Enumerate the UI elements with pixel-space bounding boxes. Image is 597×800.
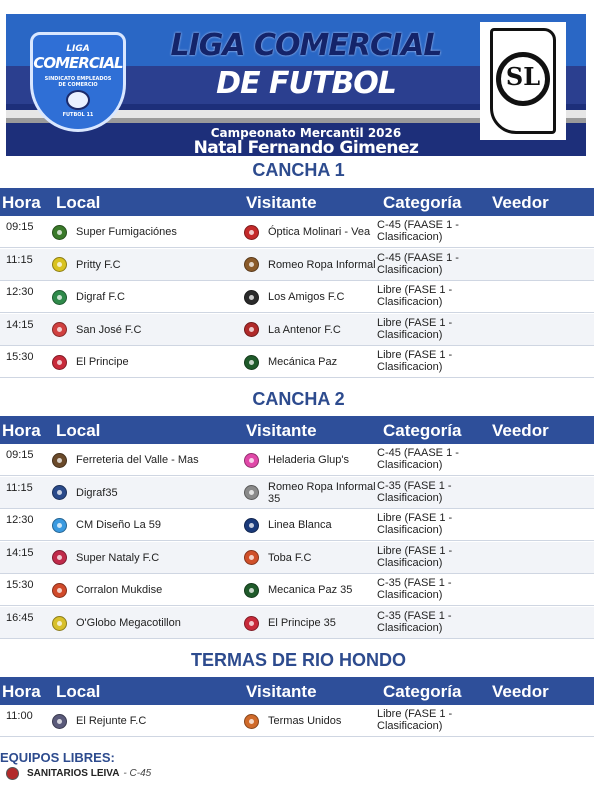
away-team-name: Linea Blanca [268,519,332,532]
table-header [0,677,594,705]
match-category: Libre (FASE 1 - Clasificacion) [377,349,453,374]
home-team-name: El Rejunte F.C [76,715,147,727]
home-team [52,477,238,509]
match-time: 11:15 [6,253,33,266]
match-time: 09:15 [6,221,34,233]
league-logo-word1: LIGA [66,44,90,54]
free-teams-title: EQUIPOS LIBRES: [0,750,115,765]
match-time: 15:30 [6,351,34,364]
team-logo-icon [52,225,67,240]
team-logo-icon [52,322,67,337]
team-logo-icon [244,322,259,337]
team-logo-icon [244,257,259,272]
column-header-away: Visitante [246,193,317,212]
match-row [0,281,594,313]
home-team-name: Digraf35 [76,486,118,499]
away-team [244,542,376,574]
home-team [52,281,238,313]
column-header-home: Local [56,421,101,440]
away-team-name: Los Amigos F.C [268,291,345,304]
match-row [0,542,594,574]
home-team [52,314,238,346]
away-team [244,314,376,346]
column-header-category: Categoría [383,682,462,701]
tournament-dedication: Natal Fernando Gimenez [193,138,419,156]
column-header-referee: Veedor [492,682,549,701]
team-logo-icon [52,257,67,272]
match-row [0,574,594,606]
banner-title-line1: LIGA COMERCIAL [170,28,442,63]
column-header-time: Hora [2,193,41,212]
team-logo-icon [52,355,67,370]
match-time: 14:15 [6,318,34,331]
team-logo-icon [6,767,19,780]
team-logo-icon [52,485,67,500]
home-team-name: El Principe [76,356,129,369]
match-row [0,705,594,737]
home-team-name: San José F.C [76,323,142,336]
section-title: CANCHA 2 [252,389,345,409]
away-team-name: El Principe 35 [268,617,336,629]
match-time: 16:45 [6,612,34,624]
match-time: 12:30 [6,514,34,527]
column-header-time: Hora [2,421,41,440]
column-header-home: Local [56,682,101,701]
home-team [52,607,238,639]
team-logo-icon [244,453,259,468]
away-team-name: La Antenor F.C [268,323,341,336]
soccer-ball-icon [66,90,90,110]
away-team-name: Heladeria Glup's [268,454,349,466]
home-team-name: Pritty F.C [76,258,121,271]
match-row [0,509,594,541]
team-logo-icon [52,453,67,468]
away-team-name: Romeo Ropa Informal 35 [268,480,376,505]
league-logo-footer: FUTBOL 11 [62,112,94,118]
away-team-name: Toba F.C [268,551,312,564]
match-row [0,477,594,509]
away-team-name: Óptica Molinari - Vea [268,226,371,238]
match-row [0,607,594,639]
away-team-name: Romeo Ropa Informal [268,258,376,271]
home-team [52,574,238,606]
team-logo-icon [244,518,259,533]
team-logo-icon [52,290,67,305]
team-logo-icon [244,290,259,305]
home-team-name: Ferreteria del Valle - Mas [76,454,199,466]
away-team [244,444,376,476]
match-row [0,346,594,378]
away-team [244,216,376,248]
match-row [0,314,594,346]
away-team-name: Mecánica Paz [268,356,338,369]
match-category: C-45 (FAASE 1 - Clasificacion) [377,219,459,243]
team-logo-icon [244,550,259,565]
match-time: 15:30 [6,579,34,592]
union-crest [480,22,566,140]
match-category: Libre (FASE 1 - Clasificacion) [377,708,453,732]
match-category: C-35 (FASE 1 - Clasificacion) [377,577,452,602]
table-header [0,188,594,216]
away-team [244,346,376,378]
team-logo-icon [52,616,67,631]
column-header-time: Hora [2,682,41,701]
tournament-name: Campeonato Mercantil 2026 [210,126,402,140]
team-logo-icon [244,225,259,240]
match-category: Libre (FASE 1 - Clasificacion) [377,284,453,309]
home-team [52,346,238,378]
away-team [244,574,376,606]
team-logo-icon [52,550,67,565]
away-team [244,281,376,313]
home-team-name: Digraf F.C [76,291,125,304]
away-team [244,705,376,737]
free-team-category: - C-45 [123,767,152,779]
home-team-name: O'Globo Megacotillon [76,617,181,629]
home-team [52,705,238,737]
match-category: C-35 (FASE 1 - Clasificacion) [377,610,452,634]
team-logo-icon [52,714,67,729]
column-header-away: Visitante [246,682,317,701]
home-team-name: Super Nataly F.C [76,551,160,564]
home-team [52,249,238,281]
banner-title-line2: DE FUTBOL [216,66,396,101]
team-logo-icon [244,485,259,500]
away-team [244,509,376,541]
home-team [52,542,238,574]
column-header-category: Categoría [383,421,462,440]
column-header-away: Visitante [246,421,317,440]
match-category: Libre (FASE 1 - Clasificacion) [377,316,453,341]
league-logo [26,24,130,136]
home-team-name: Corralon Mukdise [76,584,163,597]
match-category: C-35 (FASE 1 - Clasificacion) [377,479,452,504]
league-logo-subtitle: SINDICATO EMPLEADOS DE COMERCIO [44,76,112,88]
away-team [244,249,376,281]
team-logo-icon [244,616,259,631]
table-header [0,416,594,444]
match-time: 11:00 [6,710,33,722]
team-logo-icon [244,714,259,729]
match-time: 14:15 [6,546,34,559]
banner [6,14,586,156]
home-team [52,444,238,476]
column-header-home: Local [56,193,101,212]
free-team-name: SANITARIOS LEIVA [27,767,120,779]
match-time: 12:30 [6,286,34,299]
away-team-name: Termas Unidos [268,715,342,727]
away-team-name: Mecanica Paz 35 [268,584,353,597]
team-logo-icon [244,583,259,598]
home-team-name: CM Diseño La 59 [76,519,161,532]
team-logo-icon [244,355,259,370]
crest-letters: SL [505,62,541,91]
home-team [52,216,238,248]
column-header-referee: Veedor [492,421,549,440]
column-header-category: Categoría [383,193,462,212]
away-team [244,477,376,509]
away-team [244,607,376,639]
home-team-name: Super Fumigaciónes [76,226,177,238]
match-row [0,216,594,248]
match-category: Libre (FASE 1 - Clasificacion) [377,512,453,537]
match-category: C-45 (FAASE 1 - Clasificacion) [377,251,459,276]
match-time: 09:15 [6,449,34,461]
free-team-item [6,766,151,780]
match-row [0,444,594,476]
column-header-referee: Veedor [492,193,549,212]
section-title: CANCHA 1 [252,160,345,180]
team-logo-icon [52,583,67,598]
match-time: 11:15 [6,481,33,494]
match-row [0,249,594,281]
section-title: TERMAS DE RIO HONDO [190,650,406,670]
home-team [52,509,238,541]
team-logo-icon [52,518,67,533]
league-logo-word2: COMERCIAL [33,54,123,72]
match-category: Libre (FASE 1 - Clasificacion) [377,544,453,569]
match-category: C-45 (FAASE 1 - Clasificacion) [377,447,459,471]
